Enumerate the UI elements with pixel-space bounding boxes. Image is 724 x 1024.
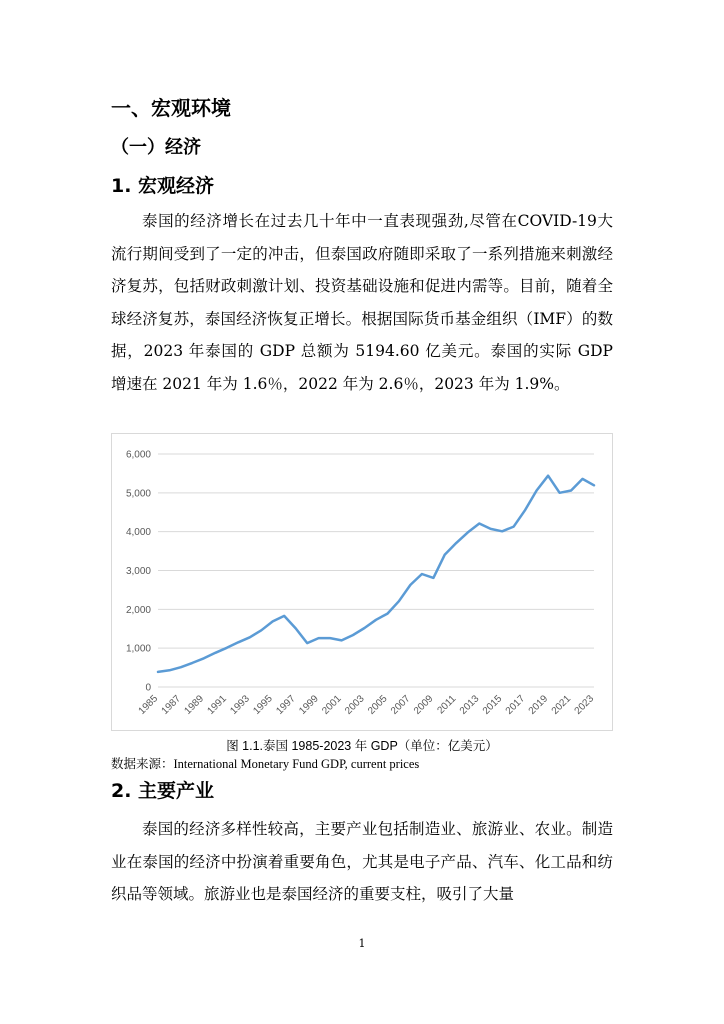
x-tick-label: 2003 [343, 693, 367, 717]
macro-economy-paragraph: 泰国的经济增长在过去几十年中一直表现强劲,尽管在COVID-19大流行期间受到了一定的冲击，但泰国政府随即采取了一系列措施来刺激经济复苏，包括财政刺激计划、投资基础设施和促进内需等。目前，随着全球经济复苏，泰国经济恢复正增长。根据国际货币基金组织（IMF）的数据，2023 年泰国的 GDP 总额为 5194.60 亿美元。泰国的实际 GDP 增速在 2021 年为 1.6％，2022 年为 2.6％，2023 年为 1.9%。 [111, 212, 613, 393]
x-tick-label: 1995 [251, 693, 275, 717]
x-tick-label: 2013 [457, 693, 482, 717]
main-industries-heading: 2. 主要产业 [111, 780, 215, 802]
x-tick-label: 1987 [159, 693, 184, 717]
x-tick-label: 2005 [366, 693, 390, 717]
x-tick-label: 1985 [136, 693, 161, 717]
x-tick-label: 2011 [435, 693, 459, 717]
x-tick-label: 2007 [389, 693, 413, 717]
section-heading: 一、宏观环境 [111, 96, 231, 120]
x-tick-label: 2021 [549, 693, 574, 717]
x-tick-label: 2009 [411, 693, 436, 717]
y-tick-label: 1,000 [125, 643, 151, 655]
page-number: 1 [358, 937, 366, 950]
x-tick-label: 2023 [572, 693, 597, 717]
y-tick-label: 2,000 [125, 604, 151, 616]
data-source: 数据来源：International Monetary Fund GDP, current prices [111, 757, 420, 771]
x-tick-label: 1999 [297, 693, 321, 717]
gdp-line-chart [112, 434, 614, 732]
y-tick-label: 3,000 [125, 566, 151, 577]
y-tick-label: 5,000 [125, 488, 151, 500]
x-tick-label: 1989 [182, 693, 207, 717]
macro-economy-heading: 1. 宏观经济 [111, 175, 215, 197]
y-tick-label: 4,000 [125, 527, 151, 539]
main-industries-paragraph: 泰国的经济多样性较高，主要产业包括制造业、旅游业、农业。制造业在泰国的经济中扮演着重要角色，尤其是电子产品、汽车、化工品和纺织品等领域。旅游业也是泰国经济的重要支柱，吸引了大量 [111, 820, 613, 903]
figure-caption: 图 1.1.泰国 1985-2023 年 GDP（单位：亿美元） [226, 739, 498, 753]
x-tick-label: 1993 [228, 693, 252, 717]
x-tick-label: 1997 [274, 693, 298, 717]
x-tick-label: 1991 [205, 693, 229, 717]
gdp-series-line [158, 476, 594, 672]
y-tick-label: 6,000 [125, 449, 151, 461]
x-tick-label: 2001 [320, 693, 344, 717]
x-tick-label: 2019 [526, 693, 551, 717]
subsection-heading: （一）经济 [111, 137, 201, 158]
y-tick-label: 0 [145, 682, 151, 694]
x-tick-label: 2017 [503, 693, 528, 717]
x-tick-label: 2015 [480, 693, 505, 717]
gdp-chart [111, 433, 613, 731]
